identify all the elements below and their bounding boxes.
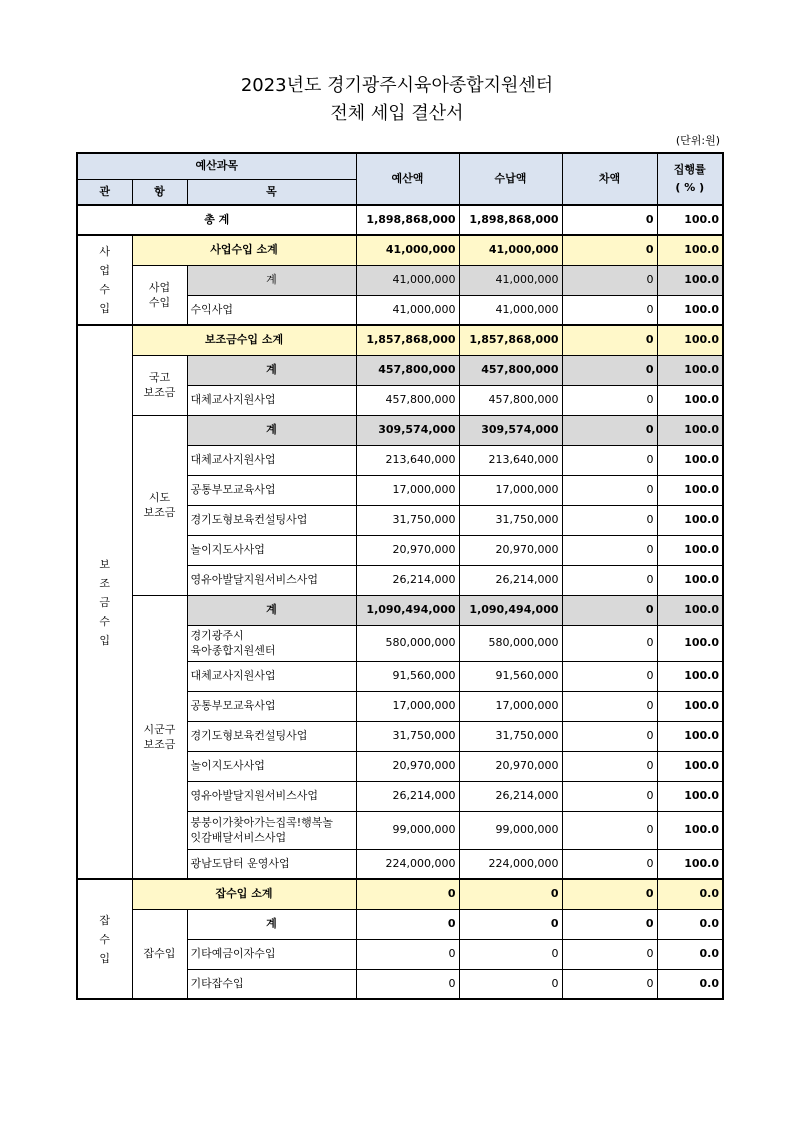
received-cell: 17,000,000 xyxy=(459,691,562,721)
sum-label: 계 xyxy=(187,415,356,445)
gwan-subsidy: 보 조 금 수 입 xyxy=(77,325,132,879)
misc-subtotal-row xyxy=(77,879,723,909)
document-title: 2023년도 경기광주시육아종합지원센터 xyxy=(240,75,554,96)
budget-cell: 1,857,868,000 xyxy=(356,325,459,355)
difference-cell: 0 xyxy=(562,661,657,691)
item-label: 대체교사지원사업 xyxy=(187,385,356,415)
budget-cell: 20,970,000 xyxy=(356,535,459,565)
difference-cell: 0 xyxy=(562,939,657,969)
difference-cell: 0 xyxy=(562,625,657,661)
received-cell: 41,000,000 xyxy=(459,295,562,325)
total-label: 총 계 xyxy=(77,205,356,235)
rate-cell: 100.0 xyxy=(657,535,723,565)
rate-cell: 100.0 xyxy=(657,661,723,691)
difference-cell: 0 xyxy=(562,595,657,625)
item-label: 놀이지도사사업 xyxy=(187,535,356,565)
rate-cell: 100.0 xyxy=(657,595,723,625)
item-label: 공통부모교육사업 xyxy=(187,691,356,721)
header-budget-item: 예산과목 xyxy=(77,153,356,179)
budget-cell: 457,800,000 xyxy=(356,385,459,415)
budget-cell: 41,000,000 xyxy=(356,295,459,325)
budget-cell: 99,000,000 xyxy=(356,811,459,849)
header-difference: 차액 xyxy=(562,153,657,205)
received-cell: 26,214,000 xyxy=(459,565,562,595)
difference-cell: 0 xyxy=(562,535,657,565)
item-label: 놀이지도사사업 xyxy=(187,751,356,781)
difference-cell: 0 xyxy=(562,265,657,295)
total-row xyxy=(77,205,723,235)
difference-cell: 0 xyxy=(562,445,657,475)
sum-label: 계 xyxy=(187,355,356,385)
rate-cell: 0.0 xyxy=(657,879,723,909)
item-label: 대체교사지원사업 xyxy=(187,445,356,475)
received-cell: 224,000,000 xyxy=(459,849,562,879)
item-label: 영유아발달지원서비스사업 xyxy=(187,565,356,595)
budget-cell: 0 xyxy=(356,879,459,909)
item-label: 붕붕이가찾아가는집콕!행복놀 잇감배달서비스사업 xyxy=(187,811,356,849)
rate-cell: 100.0 xyxy=(657,721,723,751)
provincial-sum-row xyxy=(77,415,723,445)
difference-cell: 0 xyxy=(562,781,657,811)
received-cell: 1,857,868,000 xyxy=(459,325,562,355)
budget-cell: 41,000,000 xyxy=(356,235,459,265)
item-label: 기타잡수입 xyxy=(187,969,356,999)
item-label: 경기도형보육컨설팅사업 xyxy=(187,721,356,751)
difference-cell: 0 xyxy=(562,415,657,445)
item-label: 기타예금이자수입 xyxy=(187,939,356,969)
rate-cell: 100.0 xyxy=(657,475,723,505)
budget-cell: 26,214,000 xyxy=(356,565,459,595)
business-subtotal-label: 사업수입 소계 xyxy=(132,235,356,265)
rate-cell: 100.0 xyxy=(657,781,723,811)
budget-cell: 91,560,000 xyxy=(356,661,459,691)
budget-cell: 41,000,000 xyxy=(356,265,459,295)
item-label: 대체교사지원사업 xyxy=(187,661,356,691)
rate-cell: 100.0 xyxy=(657,325,723,355)
header-budget: 예산액 xyxy=(356,153,459,205)
budget-cell: 1,090,494,000 xyxy=(356,595,459,625)
received-cell: 309,574,000 xyxy=(459,415,562,445)
received-cell: 41,000,000 xyxy=(459,235,562,265)
rate-cell: 100.0 xyxy=(657,505,723,535)
budget-cell: 580,000,000 xyxy=(356,625,459,661)
misc-subtotal-label: 잡수입 소계 xyxy=(132,879,356,909)
header-hang: 항 xyxy=(132,179,187,205)
rate-cell: 100.0 xyxy=(657,385,723,415)
difference-cell: 0 xyxy=(562,235,657,265)
received-cell: 1,898,868,000 xyxy=(459,205,562,235)
rate-cell: 100.0 xyxy=(657,205,723,235)
received-cell: 1,090,494,000 xyxy=(459,595,562,625)
difference-cell: 0 xyxy=(562,295,657,325)
rate-cell: 0.0 xyxy=(657,969,723,999)
item-label: 영유아발달지원서비스사업 xyxy=(187,781,356,811)
rate-cell: 100.0 xyxy=(657,691,723,721)
business-subtotal-row xyxy=(77,235,723,265)
rate-cell: 100.0 xyxy=(657,265,723,295)
item-label: 경기광주시 육아종합지원센터 xyxy=(187,625,356,661)
difference-cell: 0 xyxy=(562,475,657,505)
received-cell: 457,800,000 xyxy=(459,385,562,415)
difference-cell: 0 xyxy=(562,721,657,751)
difference-cell: 0 xyxy=(562,751,657,781)
difference-cell: 0 xyxy=(562,385,657,415)
table-body xyxy=(77,205,723,999)
item-label: 수익사업 xyxy=(187,295,356,325)
item-label: 경기도형보육컨설팅사업 xyxy=(187,505,356,535)
rate-cell: 100.0 xyxy=(657,355,723,385)
difference-cell: 0 xyxy=(562,909,657,939)
received-cell: 457,800,000 xyxy=(459,355,562,385)
rate-cell: 0.0 xyxy=(657,939,723,969)
received-cell: 99,000,000 xyxy=(459,811,562,849)
difference-cell: 0 xyxy=(562,691,657,721)
received-cell: 0 xyxy=(459,969,562,999)
revenue-settlement-table xyxy=(76,152,724,1000)
hang-misc: 잡수입 xyxy=(132,909,187,999)
rate-cell: 0.0 xyxy=(657,909,723,939)
received-cell: 31,750,000 xyxy=(459,721,562,751)
received-cell: 26,214,000 xyxy=(459,781,562,811)
document-subtitle: 전체 세입 결산서 xyxy=(330,103,464,124)
subsidy-subtotal-label: 보조금수입 소계 xyxy=(132,325,356,355)
difference-cell: 0 xyxy=(562,969,657,999)
hang-business: 사업 수입 xyxy=(132,265,187,325)
header-execution-rate xyxy=(657,153,723,205)
budget-cell: 0 xyxy=(356,939,459,969)
budget-cell: 17,000,000 xyxy=(356,475,459,505)
sum-label: 계 xyxy=(187,595,356,625)
rate-cell: 100.0 xyxy=(657,751,723,781)
rate-cell: 100.0 xyxy=(657,415,723,445)
budget-cell: 213,640,000 xyxy=(356,445,459,475)
difference-cell: 0 xyxy=(562,849,657,879)
difference-cell: 0 xyxy=(562,505,657,535)
unit-label: (단위:원) xyxy=(675,134,720,147)
rate-cell: 100.0 xyxy=(657,295,723,325)
header-execution-rate-label: 집행률 xyxy=(673,163,706,176)
received-cell: 580,000,000 xyxy=(459,625,562,661)
rate-cell: 100.0 xyxy=(657,811,723,849)
budget-cell: 20,970,000 xyxy=(356,751,459,781)
difference-cell: 0 xyxy=(562,879,657,909)
received-cell: 91,560,000 xyxy=(459,661,562,691)
budget-cell: 457,800,000 xyxy=(356,355,459,385)
received-cell: 20,970,000 xyxy=(459,751,562,781)
received-cell: 213,640,000 xyxy=(459,445,562,475)
budget-cell: 0 xyxy=(356,909,459,939)
subsidy-subtotal-row xyxy=(77,325,723,355)
budget-cell: 31,750,000 xyxy=(356,721,459,751)
budget-cell: 31,750,000 xyxy=(356,505,459,535)
city-sum-row xyxy=(77,595,723,625)
budget-cell: 224,000,000 xyxy=(356,849,459,879)
difference-cell: 0 xyxy=(562,205,657,235)
received-cell: 20,970,000 xyxy=(459,535,562,565)
header-mok: 목 xyxy=(187,179,356,205)
misc-sum-row xyxy=(77,909,723,939)
budget-cell: 26,214,000 xyxy=(356,781,459,811)
budget-cell: 309,574,000 xyxy=(356,415,459,445)
sum-label: 계 xyxy=(187,909,356,939)
hang-national: 국고 보조금 xyxy=(132,355,187,415)
received-cell: 0 xyxy=(459,879,562,909)
received-cell: 0 xyxy=(459,909,562,939)
received-cell: 17,000,000 xyxy=(459,475,562,505)
gwan-misc: 잡 수 입 xyxy=(77,879,132,999)
item-label: 공통부모교육사업 xyxy=(187,475,356,505)
header-received: 수납액 xyxy=(459,153,562,205)
national-sum-row xyxy=(77,355,723,385)
header-execution-rate-unit: ( % ) xyxy=(675,181,705,194)
difference-cell: 0 xyxy=(562,565,657,595)
difference-cell: 0 xyxy=(562,355,657,385)
received-cell: 41,000,000 xyxy=(459,265,562,295)
rate-cell: 100.0 xyxy=(657,565,723,595)
hang-provincial: 시도 보조금 xyxy=(132,415,187,595)
budget-cell: 1,898,868,000 xyxy=(356,205,459,235)
business-sum-row xyxy=(77,265,723,295)
received-cell: 31,750,000 xyxy=(459,505,562,535)
budget-cell: 17,000,000 xyxy=(356,691,459,721)
rate-cell: 100.0 xyxy=(657,849,723,879)
difference-cell: 0 xyxy=(562,811,657,849)
header-gwan: 관 xyxy=(77,179,132,205)
gwan-business: 사 업 수 입 xyxy=(77,235,132,325)
difference-cell: 0 xyxy=(562,325,657,355)
sum-label: 계 xyxy=(187,265,356,295)
received-cell: 0 xyxy=(459,939,562,969)
rate-cell: 100.0 xyxy=(657,625,723,661)
hang-city: 시군구 보조금 xyxy=(132,595,187,879)
rate-cell: 100.0 xyxy=(657,445,723,475)
rate-cell: 100.0 xyxy=(657,235,723,265)
item-label: 광남도담터 운영사업 xyxy=(187,849,356,879)
budget-cell: 0 xyxy=(356,969,459,999)
